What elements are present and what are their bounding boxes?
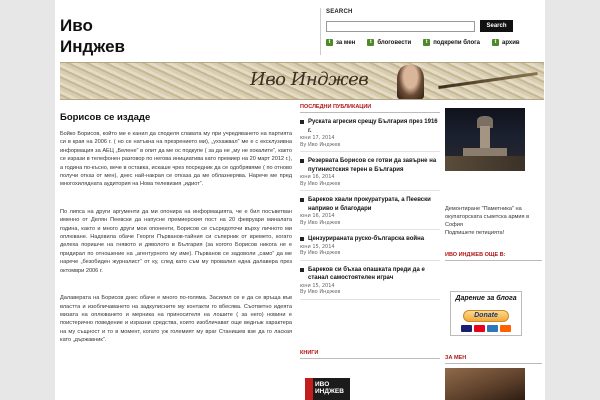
post-item (300, 266, 440, 300)
article-title[interactable]: Борисов се издаде (60, 112, 151, 123)
post-date: юни 15, 2014 (300, 243, 335, 250)
bullet-icon (300, 159, 304, 163)
bullet-icon (300, 237, 304, 241)
feed-link-label: подкрепи блога (433, 39, 480, 46)
petition-text (445, 205, 535, 237)
post-author: By Иво Инджев (300, 250, 341, 256)
post-author: By Иво Инджев (300, 141, 341, 148)
post-link[interactable] (300, 118, 440, 135)
follow-heading: ИВО ИНДЖЕВ ОЩЕ В: (445, 252, 542, 261)
post-item (300, 235, 440, 261)
feed-link-label: блоговести (377, 39, 412, 46)
feed-link-label: за мен (336, 39, 356, 46)
monument-ground (445, 156, 525, 171)
feed-link-support[interactable] (423, 39, 480, 46)
post-link[interactable] (300, 157, 440, 174)
post-author: By Иво Инджев (300, 289, 341, 295)
monument-base (463, 148, 507, 156)
post-title: Бареков хвали прокуратурата, а Пеевски наприво и благодари (308, 197, 431, 212)
banner-pen-image (438, 72, 537, 89)
post-title: Руската агресия срещу България през 1916 г. (308, 119, 438, 134)
article-paragraph: По липса на други аргументи да ми опонира на информацията, че е бил посъветван именно от Делян Пеевски да напусне премиерския пост на 20 февруари миналата година, както и много други мои опоненти, Борисов се съсредоточи върху личното ми оплюване. Надхвила обаче Георги Първанов-тайния си съперник от времето, когато делеха поришче на гнявото и дяволото в България (за когото Борисов никога не е придирал по отношение на „агентурното му име). Първанов се задоволи „само“ да ме нарече „безобиден журналист“ от ку, след като съм му провалил една далавера през октомври 2006 г. (60, 208, 292, 274)
feed-icon: t (492, 39, 499, 46)
post-title: Резервата Борисов се готви да завърне на путинистския терен в България (308, 158, 437, 173)
banner-portrait (397, 65, 424, 99)
follow-section (445, 252, 542, 261)
about-section (445, 355, 542, 364)
feed-icon: t (326, 39, 333, 46)
post-author: By Иво Инджев (300, 219, 341, 226)
feed-links (326, 39, 520, 46)
post-title: Цензурираната руско-българска война (308, 236, 425, 242)
post-author: By Иво Инджев (300, 180, 341, 187)
latest-posts (300, 104, 440, 300)
petition-link[interactable]: Подпишете петицията! (445, 230, 505, 236)
feed-link-blogs[interactable] (367, 39, 411, 46)
mastercard-icon (474, 325, 485, 332)
feed-icon: t (367, 39, 374, 46)
post-title: Бареков си бъхаа опашката преди да е станал самостоятелен играч (308, 266, 425, 281)
post-date: юни 15, 2014 (300, 282, 335, 289)
donate-title: Дарение за блога (455, 295, 517, 302)
feed-link-archive[interactable] (492, 39, 520, 46)
feed-link-label: архив (501, 39, 520, 46)
card-logos (451, 325, 521, 332)
post-item (300, 157, 440, 191)
post-link[interactable] (300, 196, 440, 213)
feed-link-about[interactable] (326, 39, 355, 46)
article-paragraph: Далаверата на Борисов днес обаче е много по-голяма. Засилил се е да се връща във властта и изобличаването на задкулисните му контакти го вбесява. Съответно идеята мизата на оплюването и мерника на приносителя на лошите ( за него) новини е поистерично поведение и изразни средства, които изобличават още веднъж характера на му същност и то в момент, когато уж големият му враг Станишев взе да го лаская като „държавник“. (60, 295, 292, 344)
site-title-line2: Инджев (60, 37, 126, 56)
header-banner[interactable] (60, 62, 544, 100)
donate-button[interactable]: Donate (463, 310, 509, 322)
amex-icon (487, 325, 498, 332)
discover-icon (500, 325, 511, 332)
about-photo[interactable] (445, 368, 525, 400)
about-heading: ЗА МЕН (445, 355, 542, 364)
site-title[interactable] (60, 15, 125, 57)
visa-icon (461, 325, 472, 332)
search-label: SEARCH (326, 9, 353, 15)
post-link[interactable] (300, 266, 440, 283)
header-divider (320, 8, 321, 55)
post-date: юни 16, 2014 (300, 174, 335, 180)
article-paragraph: Бойко Борисов, който ме е канил да споделя славата му при учредяването на партията си в края на 2006 г. ( но се натъкна на презрението ми), „уххажвал“ ме е с ексклузивна информация за АЕЦ „Белене“ в опит да ме ос подкупе ( за да не „му не хокалите“, както се изрази в телефонен разговор по негова инициатива като премиер на 20 март 2012 г.), а година по-късно, вече в оставка, искаше чрез посредник да се одобрявяме ( по отново получи отказ от мен), днес най-накрая се отказа да ме облазнерява. Нарече ме пред многохилядната аудитория на Нова телевизия „идиот“. (60, 131, 292, 188)
donate-box (450, 291, 522, 336)
banner-signature-logo: Иво Инджев (250, 69, 369, 90)
post-date: юни 16, 2014 (300, 213, 335, 219)
post-link[interactable] (300, 235, 440, 244)
books-heading: КНИГИ (300, 350, 440, 359)
search-button[interactable]: Search (480, 20, 513, 32)
search-input[interactable] (326, 21, 475, 32)
latest-posts-heading: ПОСЛЕДНИ ПУБЛИКАЦИИ (300, 104, 440, 113)
bullet-icon (300, 120, 304, 124)
books-section (300, 350, 440, 359)
bullet-icon (300, 198, 304, 202)
feed-icon: t (423, 39, 430, 46)
article-body (60, 130, 292, 364)
post-date: юни 17, 2014 (300, 135, 335, 141)
bullet-icon (300, 268, 304, 272)
monument-column (480, 126, 490, 150)
book-cover[interactable]: ИВО ИНДЖЕВ (305, 378, 350, 400)
monument-photo[interactable] (445, 108, 525, 171)
post-item (300, 118, 440, 152)
petition-description: Демонтиране "Паметника" на окупаторската съветска армия в София (445, 206, 530, 228)
site-title-line1: Иво (60, 16, 93, 35)
post-item (300, 196, 440, 230)
page (55, 0, 545, 400)
